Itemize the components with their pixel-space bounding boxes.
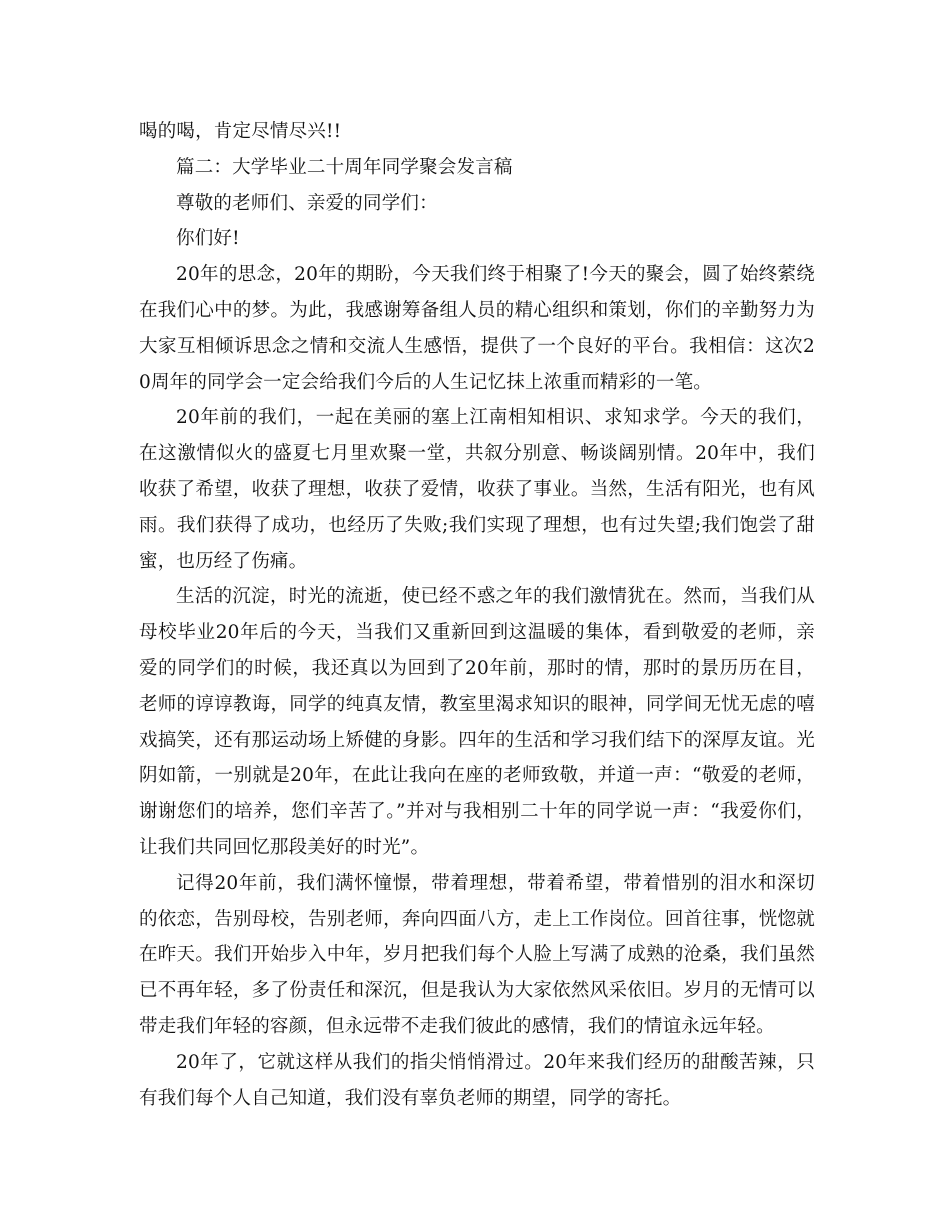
greeting: 你们好! xyxy=(176,228,240,250)
paragraph: 20年前的我们，一起在美丽的塞上江南相知相识、求知求学。今天的我们，在这激情似火的盛夏七月里欢聚一堂，共叙分别意、畅谈阔别情。20年中，我们收获了希望，收获了理想，收获了爱情，收获了事业。当然，生活有阳光，也有风雨。我们获得了成功，也经历了失败;我们实现了理想，也有过失望;我们饱尝了甜蜜，也历经了伤痛。 xyxy=(139,407,815,572)
paragraph: 记得20年前，我们满怀憧憬，带着理想，带着希望，带着惜别的泪水和深切的依恋，告别母校，告别老师，奔向四面八方，走上工作岗位。回首往事，恍惚就在昨天。我们开始步入中年，岁月把我们每个人脸上写满了成熟的沧桑，我们虽然已不再年轻，多了份责任和深沉，但是我认为大家依然风采依旧。岁月的无情可以带走我们年轻的容颜，但永远带不走我们彼此的感情，我们的情谊永远年轻。 xyxy=(139,872,815,1037)
document-body xyxy=(139,114,815,1116)
section-heading: 篇二：大学毕业二十周年同学聚会发言稿 xyxy=(176,156,513,178)
paragraph: 20年了，它就这样从我们的指尖悄悄滑过。20年来我们经历的甜酸苦辣，只有我们每个人自己知道，我们没有辜负老师的期望，同学的寄托。 xyxy=(139,1051,815,1109)
paragraph: 生活的沉淀，时光的流逝，使已经不惑之年的我们激情犹在。然而，当我们从母校毕业20年后的今天，当我们又重新回到这温暖的集体，看到敬爱的老师，亲爱的同学们的时候，我还真以为回到了20年前，那时的情，那时的景历历在目，老师的谆谆教诲，同学的纯真友情，教室里渴求知识的眼神，同学间无忧无虑的嘻戏搞笑，还有那运动场上矫健的身影。四年的生活和学习我们结下的深厚友谊。光阴如箭，一别就是20年，在此让我向在座的老师致敬，并道一声：“敬爱的老师，谢谢您们的培养，您们辛苦了。”并对与我相别二十年的同学说一声：“我爱你们，让我们共同回忆那段美好的时光”。 xyxy=(139,586,815,858)
salutation: 尊敬的老师们、亲爱的同学们： xyxy=(176,192,438,214)
paragraph-continuation: 喝的喝，肯定尽情尽兴!! xyxy=(139,121,342,142)
paragraph: 20年的思念，20年的期盼，今天我们终于相聚了!今天的聚会，圆了始终萦绕在我们心中的梦。为此，我感谢筹备组人员的精心组织和策划，你们的辛勤努力为大家互相倾诉思念之情和交流人生感悟，提供了一个良好的平台。我相信：这次20周年的同学会一定会给我们今后的人生记忆抹上浓重而精彩的一笔。 xyxy=(139,264,815,393)
